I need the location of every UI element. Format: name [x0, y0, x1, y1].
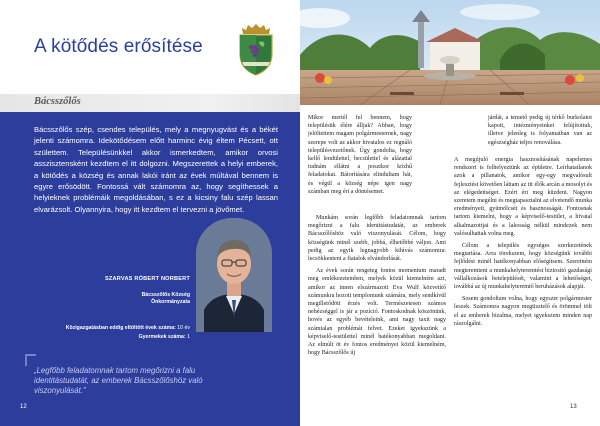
meta-years-in-office [40, 325, 190, 331]
meta-value: 1 [187, 334, 190, 340]
person-role-line-2: Önkormányzata [151, 299, 190, 305]
quote-text: „Legfőbb feladatomnak tartom megőrizni a falu identitástudatát, az emberek Bácsszőlőshöz való viszonyulását.” [34, 366, 203, 395]
intro-paragraph: Bácsszőlős szép, csendes település, mely a megnyugvást és a békét jelenti számomra. Idekötődésem előtt harminc évig éltem Pécsett, ott születtem. Településünkkel akkor ismerkedtem, amikor orvosi asszisztensként kezdtem el itt dolgozni. Megszerettek a helyi emberek, a kötődés a község és annak lakói iránt az évek múltával bennem is egyre erősödött. Fontossá vált számomra az, hogy segíthessek a helyieknek problémáik megoldásában, s ez a kicsiny falu szép lassan elvarázsolt. Olyannyira, hogy itt kezdtem el tervezni a jövőmet. [34, 125, 278, 214]
person-role-line-1: Bácsszőlős Község [141, 292, 190, 298]
column-2 [454, 156, 592, 332]
page-title: A kötődés erősítése [34, 36, 203, 57]
body-paragraph: Mikor mertél fel bennem, hogy településük élére álljak? Abban, hogy jelöltettem magam polgármesternek, nagy szerepe volt az akkor hivatalos ez regnáló településvezetőnek. Úgy gondolta, hogy kellő lendülettel, becsülettel és alázattal tudnám ellátni a posztkor közhű feladatokat. Bátorítására elindultam hát, és végül a község népe igen nagy számban meg ért a döntésemet. [308, 115, 412, 195]
column-1 [308, 214, 446, 361]
body-paragraph: járdát, a temető pedig új térkő burkolatot kapott, intézményeinket felújítottuk, illetve jelenleg is folyamatban van az egészségház teljes renoválása. [488, 115, 592, 146]
village-square-photo [300, 0, 600, 105]
body-paragraph: Célom a település egységes szerkezetének megtartása. Arra törekszem, hogy községünk további fejlődést minél hatékonyabban előségítsem. Szeretném megteremteni a munkahelyteremtést biztosító gazdasági vállalkozások betelepülését, valamint a lehetőséget, továbbá az új munkahelyteremtő beruházások alapját. [454, 243, 592, 291]
meta-value: 10 év [177, 325, 190, 331]
section-label: Bácsszőlős [34, 96, 81, 107]
column-1-top [308, 114, 412, 200]
meta-label: Közigazgatásban eddig eltöltött évek száma: [65, 325, 176, 331]
person-name: SZARVAS RÓBERT NORBERT [105, 276, 190, 282]
body-paragraph: Munkám során legfőbb feladatomnak tartom megőrizni a falu identitástudatát, az emberek Bácsszőlőshöz való viszonyulását. Célom, hogy községünk minél szebb, jobbá, élhetőbbé váljon. Ami pedig az egyik legnagyobb kihívás számomra: lecsökkenteni a fiatalok elvándorlását. [308, 215, 446, 263]
meta-children [40, 334, 190, 340]
right-page [300, 0, 600, 426]
meta-label: Gyermekek száma: [138, 334, 186, 340]
coat-of-arms-logo [234, 22, 278, 76]
body-paragraph: Az évek során rengeteg fontos momentum maradt meg emlékezetemben, melyek közül kiemelném azt, amikor az innen elszármazott Eva Wulf közvetítő számunkra hozott templomunk számára, mely sendkívül megilletődött érzés volt. Természetesen számos nehézséggel is jár a pozíció. Fontoskodnak köszönünk, hovés az egyéb bevételeink, ami nagy taxit nagy számtalan problémát felvet. Ezeket igyekszünk a képviselő-testülettel minél hatékonyabban megoldani. Az elmúlt öt év fontos eredményei közül kiemelném, hogy Bácsszőlős új [308, 268, 446, 357]
body-paragraph: Sosem gondoltam volna, hogy egyszer polgármester leszek. Számomra nagyon megtisztelő és örömmel tölt el az emberek bizalma, melyet igyekszem minden nap rászolgálni. [454, 296, 592, 327]
page-number: 13 [570, 404, 577, 410]
mayor-portrait [196, 218, 272, 332]
pull-quote [24, 352, 234, 412]
column-2-top [488, 114, 592, 151]
section-header [0, 94, 300, 112]
body-paragraph: A megújuló energia hasznosításának napelemes rendszert is felhelyeztünk az épületre. Leírhatatlanok azok a pillanatok, amikor egy-egy megvalósult fejlesztést követően láttam az itt élők arcán a mosolyt és az elégedettséget. Ezért éri meg küzdeni. Nagyon szeretem megélni és megtapasztalni az elvetendő munka eredményeit, gyümölcsét és hasznosságát. Fontosnak tartom kiemelni, hogy a képviselő-testület, a hivatal alkalmazottjai és a lakosság nélkül mindezek nem valósulhattak volna meg. [454, 157, 592, 237]
person-role [80, 292, 190, 306]
page-number: 12 [20, 404, 27, 410]
